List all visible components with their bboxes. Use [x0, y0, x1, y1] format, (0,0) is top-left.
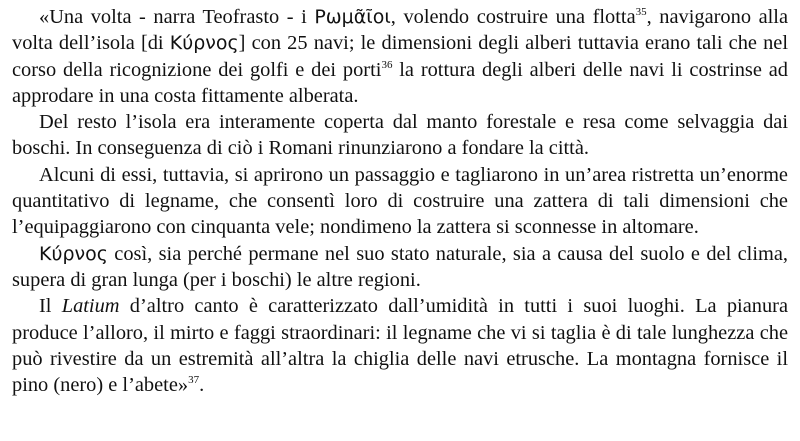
- text-segment: così, sia perché permane nel suo stato naturale, sia a causa del suolo e del clima, supera di gran lunga (per i boschi) le altre regioni.: [12, 242, 788, 291]
- paragraph-forest-island: [12, 109, 788, 162]
- footnote-ref-37: 37: [188, 374, 200, 387]
- text-segment: , navigarono alla volta dell’isola [di: [12, 6, 789, 55]
- paragraph-teofrasto-quote: [12, 4, 788, 109]
- text-segment: ] con 25 navi; le dimensioni degli alberi tuttavia erano tali che nel corso della ricognizione dei golfi e dei porti: [12, 32, 789, 81]
- text-segment: «Una volta - narra Teofrasto - i: [39, 6, 315, 28]
- italic-word-latium: Latium: [61, 295, 120, 318]
- footnote-ref-35: 35: [635, 6, 647, 18]
- text-segment: .: [199, 374, 205, 397]
- text-segment: Il: [39, 295, 62, 318]
- footnote-ref-36: 36: [381, 58, 393, 71]
- greek-word: Ρωμᾶῖοι: [314, 6, 391, 28]
- paragraph-latium: [12, 293, 788, 398]
- text-segment: la rottura degli alberi delle navi li costrinse ad approdare in una costa fittamente alberata.: [12, 58, 788, 107]
- text-segment: Alcuni di essi, tuttavia, si aprirono un passaggio e tagliarono in un’area ristretta un’enorme quantitativo di legname, che consentì loro di costruire una zattera di tali dimensioni che l’equipaggiarono con cinquanta vele; nondimeno la zattera si sconnesse in altomare.: [12, 163, 788, 239]
- greek-word: Κύρνος: [169, 32, 239, 55]
- document-page: [12, 4, 788, 398]
- greek-word: Κύρνος: [39, 242, 108, 265]
- paragraph-kyrnos: [12, 241, 788, 294]
- text-segment: , volendo costruire una flotta: [390, 6, 636, 28]
- text-segment: Del resto l’isola era interamente coperta dal manto forestale e resa come selvaggia dai boschi. In conseguenza di ciò i Romani rinunziarono a fondare la città.: [12, 111, 788, 160]
- paragraph-raft: [12, 162, 788, 241]
- text-segment: d’altro canto è caratterizzato dall’umidità in tutti i suoi luoghi. La pianura produce l’alloro, il mirto e faggi straordinari: il legname che vi si taglia è di tale lunghezza che può rivestire da un estremità all’altra la chiglia delle navi etrusche. La montagna fornisce il pino (nero) e l’abete»: [12, 295, 788, 397]
